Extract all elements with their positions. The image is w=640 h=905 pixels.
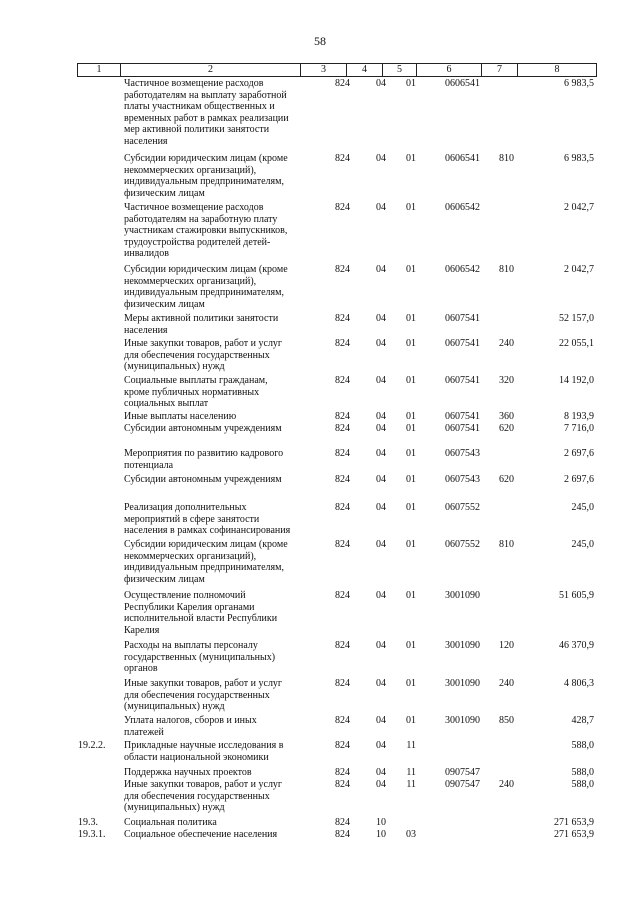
row-amount: 588,0 bbox=[571, 767, 594, 778]
header-col-7: 7 bbox=[481, 64, 517, 76]
row-col-4: 04 bbox=[376, 153, 386, 164]
row-number: 19.3. bbox=[78, 817, 98, 828]
row-col-6: 0607541 bbox=[445, 423, 480, 434]
row-name: Прикладные научные исследования в области национальной экономики bbox=[124, 740, 284, 763]
row-name: Субсидии автономным учреждениям bbox=[124, 423, 282, 434]
row-col-3: 824 bbox=[335, 817, 350, 828]
row-col-3: 824 bbox=[335, 375, 350, 386]
row-col-3: 824 bbox=[335, 338, 350, 349]
row-name: Субсидии юридическим лицам (кроме некоммерческих организаций), индивидуальным предпринимателям, физическим лицам bbox=[124, 539, 288, 585]
row-name: Иные закупки товаров, работ и услуг для обеспечения государственных (муниципальных) нужд bbox=[124, 338, 283, 372]
row-col-3: 824 bbox=[335, 767, 350, 778]
row-col-7: 850 bbox=[499, 715, 514, 726]
row-col-6: 0606541 bbox=[445, 153, 480, 164]
row-amount: 588,0 bbox=[571, 740, 594, 751]
row-name: Субсидии юридическим лицам (кроме некоммерческих организаций), индивидуальным предпринимателям, физическим лицам bbox=[124, 153, 288, 199]
row-col-7: 240 bbox=[499, 338, 514, 349]
row-col-3: 824 bbox=[335, 264, 350, 275]
row-amount: 2 697,6 bbox=[564, 474, 594, 485]
row-name: Субсидии автономным учреждениям bbox=[124, 474, 282, 485]
row-name: Уплата налогов, сборов и иных платежей bbox=[124, 715, 257, 738]
row-name: Социальные выплаты гражданам, кроме публичных нормативных социальных выплат bbox=[124, 375, 268, 409]
row-name: Расходы на выплаты персоналу государственных (муниципальных) органов bbox=[124, 640, 276, 674]
row-col-4: 04 bbox=[376, 740, 386, 751]
row-col-3: 824 bbox=[335, 313, 350, 324]
row-col-6: 0606542 bbox=[445, 202, 480, 213]
row-number: 19.2.2. bbox=[78, 740, 106, 751]
row-col-4: 04 bbox=[376, 474, 386, 485]
row-amount: 8 193,9 bbox=[564, 411, 594, 422]
row-col-5: 01 bbox=[406, 313, 416, 324]
row-col-7: 620 bbox=[499, 474, 514, 485]
row-col-6: 0607541 bbox=[445, 375, 480, 386]
row-col-7: 810 bbox=[499, 153, 514, 164]
row-col-4: 04 bbox=[376, 78, 386, 89]
row-col-7: 320 bbox=[499, 375, 514, 386]
header-col-3: 3 bbox=[300, 64, 346, 76]
row-col-4: 04 bbox=[376, 375, 386, 386]
row-number: 19.3.1. bbox=[78, 829, 106, 840]
row-name: Субсидии юридическим лицам (кроме некоммерческих организаций), индивидуальным предпринимателям, физическим лицам bbox=[124, 264, 288, 310]
header-col-4: 4 bbox=[346, 64, 382, 76]
row-col-5: 01 bbox=[406, 264, 416, 275]
row-col-7: 240 bbox=[499, 779, 514, 790]
row-col-4: 04 bbox=[376, 767, 386, 778]
row-col-6: 0607543 bbox=[445, 448, 480, 459]
row-col-6: 0907547 bbox=[445, 767, 480, 778]
row-amount: 22 055,1 bbox=[559, 338, 594, 349]
row-col-3: 824 bbox=[335, 640, 350, 651]
header-col-5: 5 bbox=[382, 64, 416, 76]
row-col-3: 824 bbox=[335, 474, 350, 485]
row-col-4: 04 bbox=[376, 338, 386, 349]
table-header bbox=[77, 63, 597, 77]
row-col-3: 824 bbox=[335, 539, 350, 550]
row-col-5: 01 bbox=[406, 423, 416, 434]
row-col-5: 11 bbox=[406, 767, 416, 778]
row-col-3: 824 bbox=[335, 448, 350, 459]
header-col-2: 2 bbox=[120, 64, 300, 76]
row-amount: 14 192,0 bbox=[559, 375, 594, 386]
row-amount: 6 983,5 bbox=[564, 153, 594, 164]
row-amount: 7 716,0 bbox=[564, 423, 594, 434]
row-name: Иные выплаты населению bbox=[124, 411, 237, 422]
header-col-8: 8 bbox=[517, 64, 597, 76]
row-amount: 2 042,7 bbox=[564, 264, 594, 275]
row-amount: 2 042,7 bbox=[564, 202, 594, 213]
row-col-5: 01 bbox=[406, 678, 416, 689]
row-col-6: 0606541 bbox=[445, 78, 480, 89]
row-amount: 46 370,9 bbox=[559, 640, 594, 651]
row-col-3: 824 bbox=[335, 202, 350, 213]
row-col-5: 01 bbox=[406, 502, 416, 513]
row-col-7: 620 bbox=[499, 423, 514, 434]
row-amount: 428,7 bbox=[571, 715, 594, 726]
row-col-5: 01 bbox=[406, 78, 416, 89]
row-col-5: 01 bbox=[406, 375, 416, 386]
row-col-3: 824 bbox=[335, 411, 350, 422]
row-col-5: 01 bbox=[406, 539, 416, 550]
row-col-7: 360 bbox=[499, 411, 514, 422]
row-amount: 52 157,0 bbox=[559, 313, 594, 324]
row-col-5: 01 bbox=[406, 590, 416, 601]
row-amount: 51 605,9 bbox=[559, 590, 594, 601]
row-col-4: 10 bbox=[376, 817, 386, 828]
row-col-4: 04 bbox=[376, 539, 386, 550]
row-col-6: 3001090 bbox=[445, 678, 480, 689]
row-col-3: 824 bbox=[335, 715, 350, 726]
row-col-6: 0907547 bbox=[445, 779, 480, 790]
row-col-4: 04 bbox=[376, 313, 386, 324]
row-col-6: 3001090 bbox=[445, 640, 480, 651]
row-col-3: 824 bbox=[335, 153, 350, 164]
row-col-3: 824 bbox=[335, 779, 350, 790]
row-amount: 245,0 bbox=[571, 502, 594, 513]
row-col-5: 11 bbox=[406, 740, 416, 751]
row-col-5: 01 bbox=[406, 715, 416, 726]
row-amount: 245,0 bbox=[571, 539, 594, 550]
row-col-7: 810 bbox=[499, 264, 514, 275]
row-amount: 271 653,9 bbox=[554, 829, 594, 840]
row-name: Социальная политика bbox=[124, 817, 217, 828]
row-col-7: 810 bbox=[499, 539, 514, 550]
row-amount: 271 653,9 bbox=[554, 817, 594, 828]
row-col-6: 0607541 bbox=[445, 313, 480, 324]
row-col-6: 3001090 bbox=[445, 715, 480, 726]
row-col-5: 01 bbox=[406, 338, 416, 349]
row-col-6: 0607552 bbox=[445, 502, 480, 513]
row-col-6: 0607541 bbox=[445, 338, 480, 349]
row-col-5: 01 bbox=[406, 202, 416, 213]
row-col-4: 04 bbox=[376, 264, 386, 275]
row-col-6: 0607543 bbox=[445, 474, 480, 485]
row-amount: 4 806,3 bbox=[564, 678, 594, 689]
row-col-5: 01 bbox=[406, 153, 416, 164]
row-col-7: 240 bbox=[499, 678, 514, 689]
row-col-5: 01 bbox=[406, 448, 416, 459]
row-col-3: 824 bbox=[335, 78, 350, 89]
row-col-5: 11 bbox=[406, 779, 416, 790]
row-name: Социальное обеспечение населения bbox=[124, 829, 278, 840]
row-col-6: 0607541 bbox=[445, 411, 480, 422]
row-col-4: 04 bbox=[376, 423, 386, 434]
row-col-3: 824 bbox=[335, 590, 350, 601]
row-col-4: 04 bbox=[376, 715, 386, 726]
row-name: Частичное возмещение расходов работодателям на выплату заработной платы участникам общественных и временных работ в рамках реализации мер активной политики занятости населения bbox=[124, 78, 289, 147]
row-col-5: 01 bbox=[406, 411, 416, 422]
row-name: Частичное возмещение расходов работодателям на заработную плату участникам стажировки выпускников, трудоустройства родителей детей-инвалидов bbox=[124, 202, 288, 259]
row-name: Меры активной политики занятости населения bbox=[124, 313, 279, 336]
row-name: Реализация дополнительных мероприятий в сфере занятости населения в рамках софинансирования bbox=[124, 502, 291, 536]
row-name: Поддержка научных проектов bbox=[124, 767, 252, 778]
row-name: Мероприятия по развитию кадрового потенциала bbox=[124, 448, 284, 471]
row-col-3: 824 bbox=[335, 829, 350, 840]
row-col-5: 03 bbox=[406, 829, 416, 840]
row-col-7: 120 bbox=[499, 640, 514, 651]
header-col-1: 1 bbox=[77, 64, 120, 76]
row-col-4: 04 bbox=[376, 502, 386, 513]
row-col-3: 824 bbox=[335, 740, 350, 751]
row-name: Осуществление полномочий Республики Карелия органами исполнительной власти Республики Карелия bbox=[124, 590, 278, 636]
row-amount: 588,0 bbox=[571, 779, 594, 790]
row-col-4: 04 bbox=[376, 202, 386, 213]
row-name: Иные закупки товаров, работ и услуг для обеспечения государственных (муниципальных) нужд bbox=[124, 678, 283, 712]
row-amount: 6 983,5 bbox=[564, 78, 594, 89]
row-amount: 2 697,6 bbox=[564, 448, 594, 459]
row-col-5: 01 bbox=[406, 640, 416, 651]
page-number: 58 bbox=[314, 34, 326, 48]
row-col-4: 04 bbox=[376, 590, 386, 601]
row-col-4: 04 bbox=[376, 779, 386, 790]
row-col-6: 3001090 bbox=[445, 590, 480, 601]
row-col-4: 04 bbox=[376, 640, 386, 651]
row-col-3: 824 bbox=[335, 423, 350, 434]
row-col-6: 0606542 bbox=[445, 264, 480, 275]
row-col-4: 04 bbox=[376, 678, 386, 689]
row-col-4: 04 bbox=[376, 411, 386, 422]
row-col-4: 10 bbox=[376, 829, 386, 840]
header-col-6: 6 bbox=[416, 64, 481, 76]
row-col-4: 04 bbox=[376, 448, 386, 459]
row-col-3: 824 bbox=[335, 678, 350, 689]
row-col-6: 0607552 bbox=[445, 539, 480, 550]
row-col-3: 824 bbox=[335, 502, 350, 513]
row-name: Иные закупки товаров, работ и услуг для обеспечения государственных (муниципальных) нужд bbox=[124, 779, 283, 813]
row-col-5: 01 bbox=[406, 474, 416, 485]
